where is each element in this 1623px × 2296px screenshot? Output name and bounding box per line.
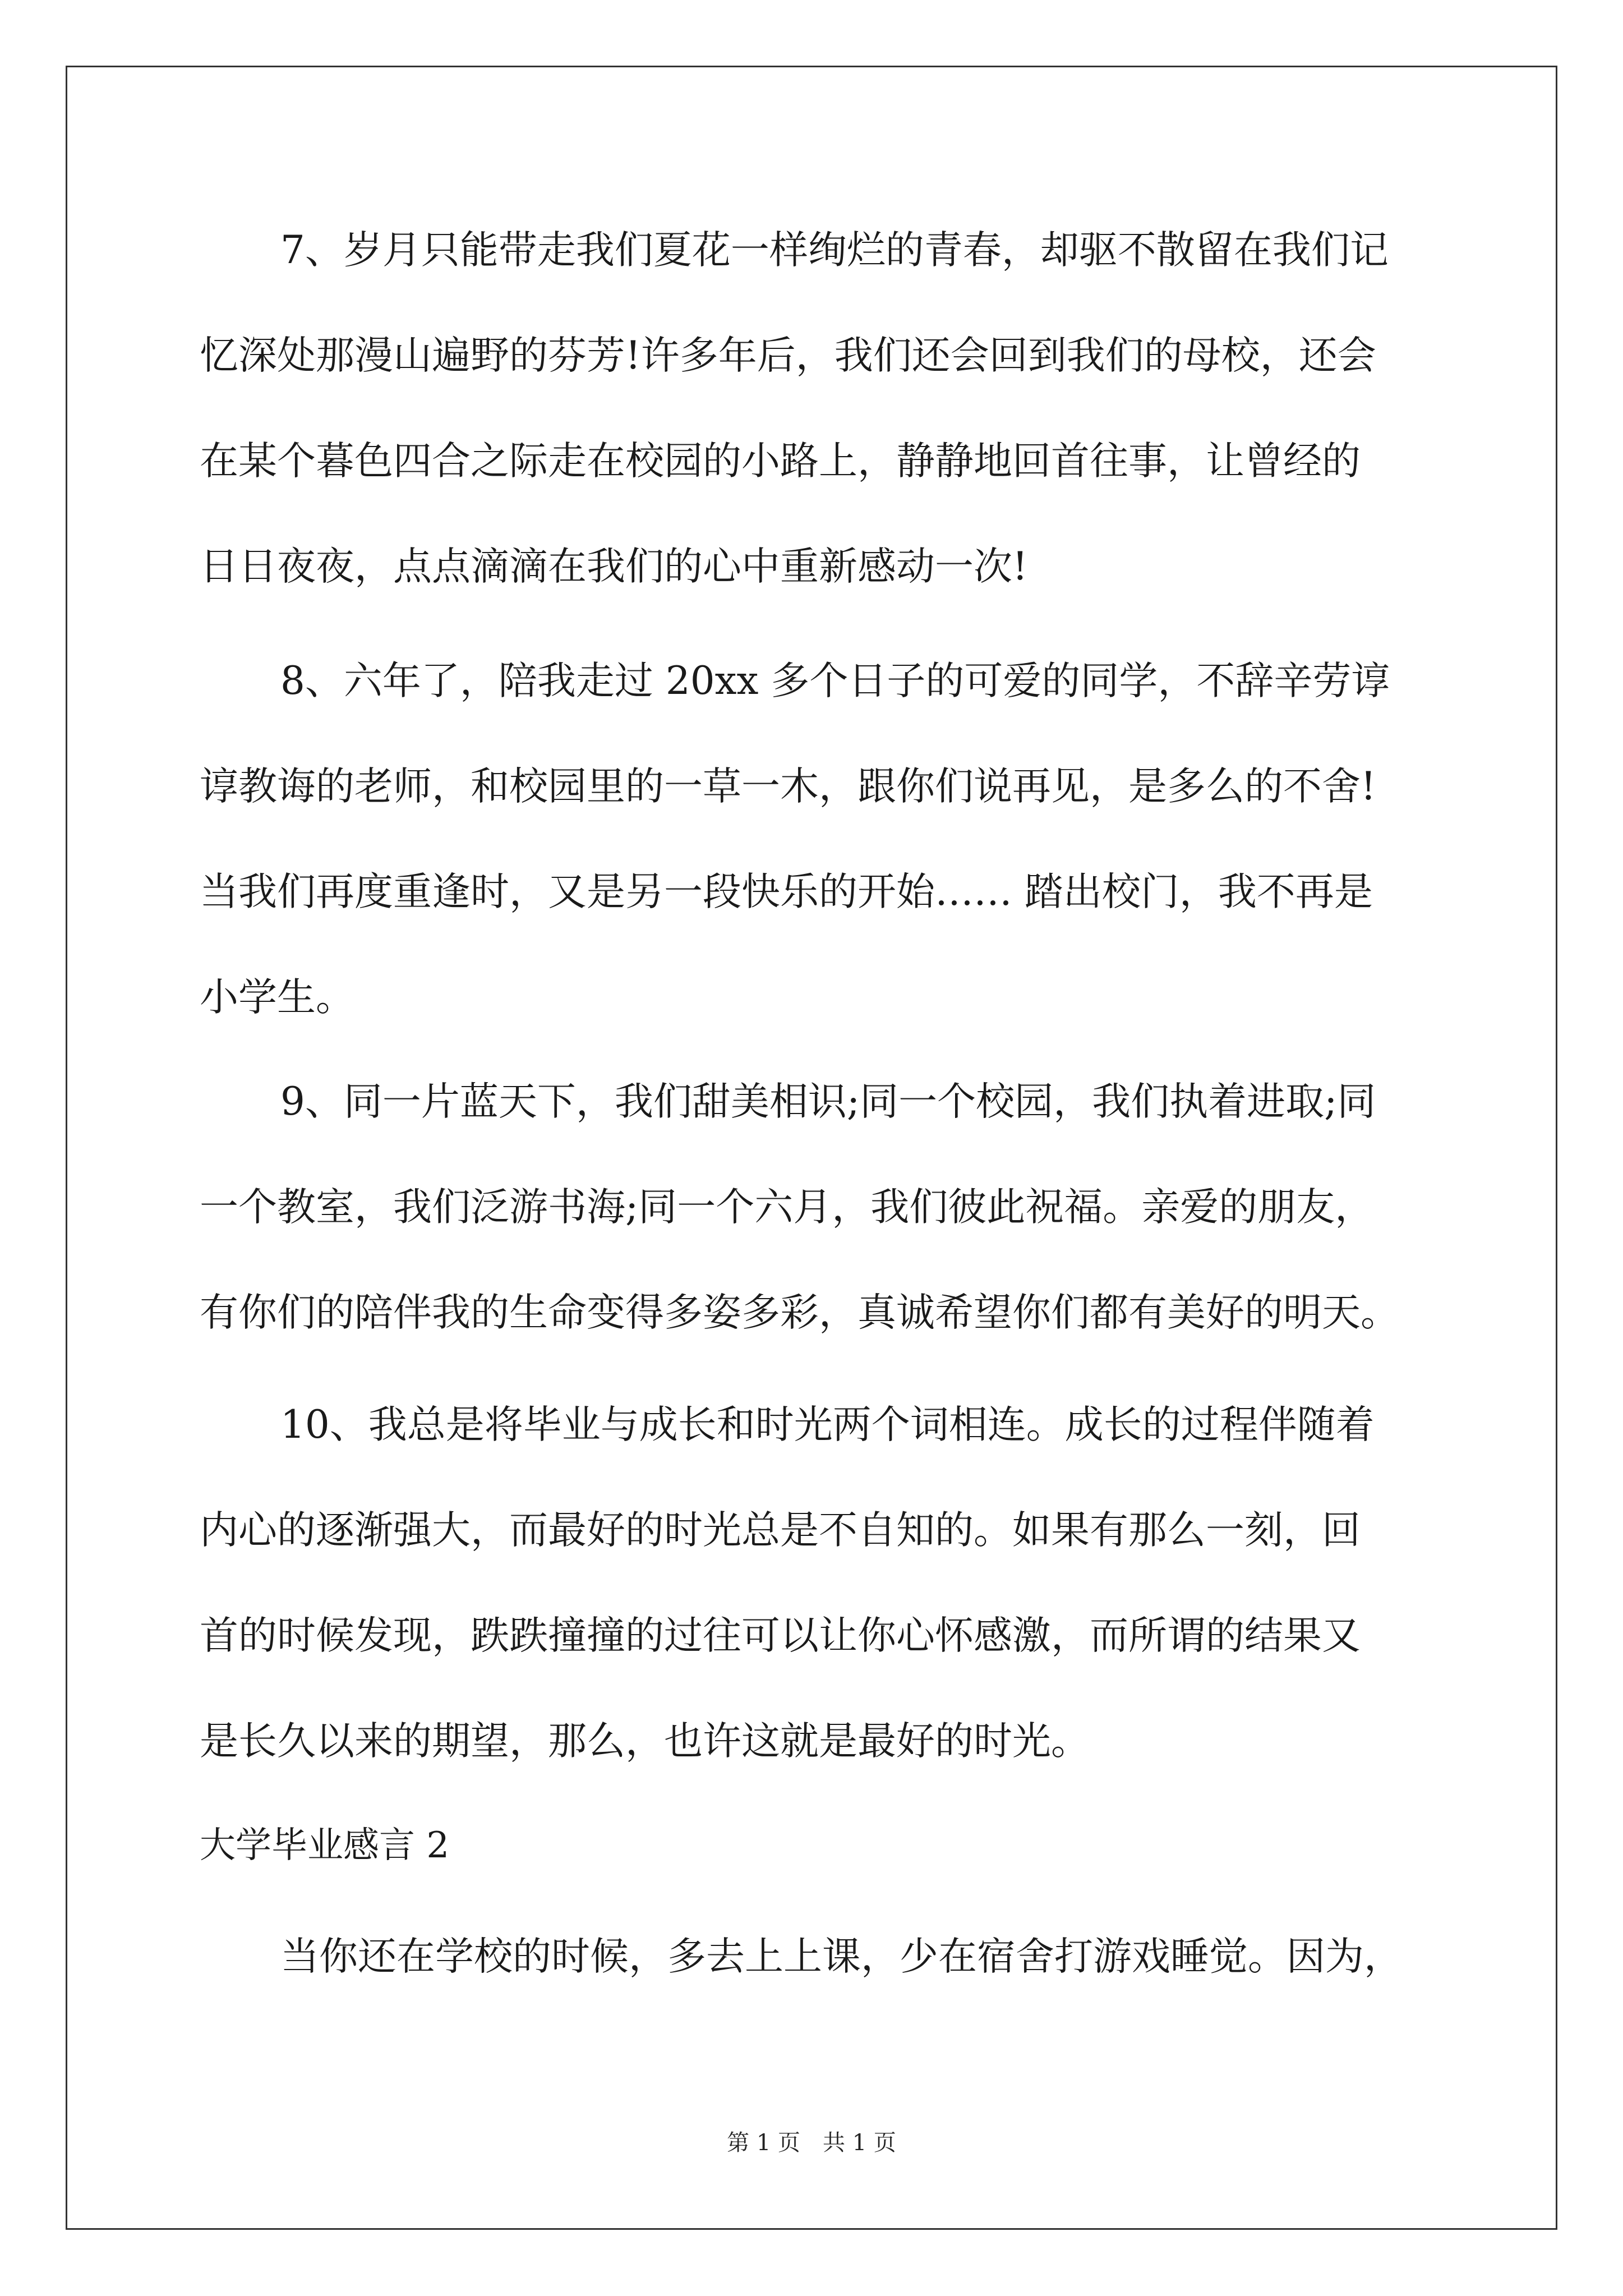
- paragraph-9-line-3: 有你们的陪伴我的生命变得多姿多彩，真诚希望你们都有美好的明天。: [200, 1290, 1399, 1335]
- paragraph-7-line-2: 忆深处那漫山遍野的芬芳!许多年后，我们还会回到我们的母校，还会: [200, 333, 1376, 378]
- paragraph-8-line-4: 小学生。: [200, 975, 354, 1020]
- paragraph-7-line-3: 在某个暮色四合之际走在校园的小路上，静静地回首往事，让曾经的: [200, 439, 1361, 484]
- paragraph-10-line-4: 是长久以来的期望，那么，也许这就是最好的时光。: [200, 1719, 1090, 1764]
- paragraph-10-line-2: 内心的逐渐强大，而最好的时光总是不自知的。如果有那么一刻，回: [200, 1508, 1361, 1553]
- paragraph-7-line-1: 7、岁月只能带走我们夏花一样绚烂的青春，却驱不散留在我们记: [280, 228, 1389, 273]
- paragraph-10-line-1: 10、我总是将毕业与成长和时光两个词相连。成长的过程伴随着: [280, 1402, 1375, 1447]
- section-heading: 大学毕业感言 2: [200, 1825, 450, 1866]
- paragraph-11-line-1: 当你还在学校的时候，多去上上课，少在宿舍打游戏睡觉。因为，: [280, 1934, 1403, 1979]
- paragraph-9-line-2: 一个教室，我们泛游书海;同一个六月，我们彼此祝福。亲爱的朋友，: [200, 1185, 1374, 1230]
- paragraph-10-line-3: 首的时候发现，跌跌撞撞的过往可以让你心怀感激，而所谓的结果又: [200, 1613, 1361, 1658]
- paragraph-7-line-4: 日日夜夜，点点滴滴在我们的心中重新感动一次!: [200, 544, 1028, 589]
- paragraph-8-line-1: 8、六年了，陪我走过 20xx 多个日子的可爱的同学，不辞辛劳谆: [280, 659, 1390, 703]
- paragraph-9-line-1: 9、同一片蓝天下，我们甜美相识;同一个校园，我们执着进取;同: [280, 1079, 1376, 1124]
- paragraph-8-line-2: 谆教诲的老师，和校园里的一草一木，跟你们说再见，是多么的不舍!: [200, 764, 1376, 809]
- page-border: [66, 66, 1557, 2230]
- paragraph-8-line-3: 当我们再度重逢时，又是另一段快乐的开始…… 踏出校门，我不再是: [200, 869, 1373, 914]
- page-footer: 第 1 页 共 1 页: [727, 2130, 896, 2156]
